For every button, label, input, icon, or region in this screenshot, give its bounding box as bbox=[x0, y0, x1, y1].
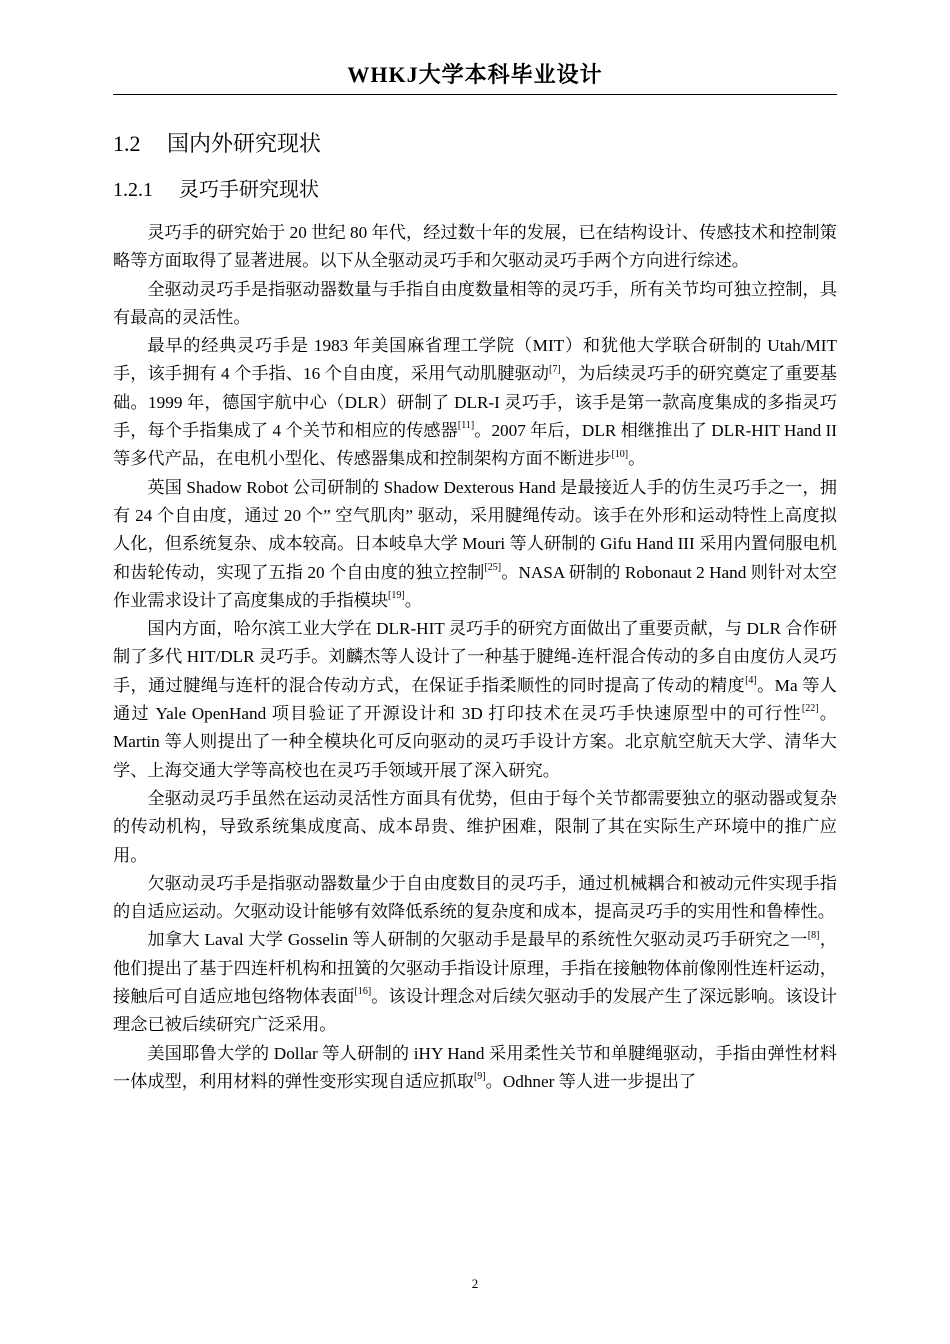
citation-ref: [16] bbox=[354, 986, 372, 998]
paragraph bbox=[113, 926, 837, 1039]
section-title: 国内外研究现状 bbox=[167, 131, 322, 156]
paragraph-text: 。 bbox=[404, 590, 422, 610]
citation-ref: [9] bbox=[473, 1071, 486, 1083]
section-heading bbox=[113, 129, 321, 159]
page-header: WHKJ大学本科毕业设计 bbox=[347, 62, 603, 87]
header-divider bbox=[113, 94, 837, 95]
citation-ref: [19] bbox=[388, 590, 405, 602]
paragraph-text: 。Ma 等人通过 Yale OpenHand 项目验证了开源设计和 3D 打印技术在灵巧手快速原型中的可行性 bbox=[113, 675, 837, 724]
paragraph bbox=[113, 785, 837, 870]
paragraph-text: 英国 Shadow Robot 公司研制的 Shadow Dexterous Hand 是最接近人手的仿生灵巧手之一，拥有 24 个自由度，通过 20 个” 空气肌肉” 驱动，采用腱绳传动。该手在外形和运动特性上高度拟人化，但系统复杂、成本较高。日本岐阜大学 Mouri 等人研制的 Gifu Hand III 采用内置伺服电机和齿轮传动，实现了五指 20 个自由度的独立控制 bbox=[113, 477, 837, 582]
paragraph-text: 灵巧手的研究始于 20 世纪 80 年代，经过数十年的发展，已在结构设计、传感技术和控制策略等方面取得了显著进展。以下从全驱动灵巧手和欠驱动灵巧手两个方向进行综述。 bbox=[113, 223, 837, 271]
subsection-heading bbox=[113, 175, 319, 205]
paragraph-text: ，他们提出了基于四连杆机构和扭簧的欠驱动手指设计原理，手指在接触物体前像刚性连杆运动，接触后可自适应地包络物体表面 bbox=[113, 930, 837, 1007]
subsection-title: 灵巧手研究现状 bbox=[179, 179, 319, 201]
citation-ref: [25] bbox=[484, 561, 502, 573]
citation-ref: [10] bbox=[611, 448, 629, 460]
citation-ref: [11] bbox=[457, 420, 475, 432]
citation-ref: [22] bbox=[801, 703, 819, 715]
paragraph bbox=[113, 474, 837, 615]
paragraph bbox=[113, 219, 837, 276]
paragraph bbox=[113, 1040, 837, 1097]
paragraph-text: 欠驱动灵巧手是指驱动器数量少于自由度数目的灵巧手，通过机械耦合和被动元件实现手指的自适应运动。欠驱动设计能够有效降低系统的复杂度和成本，提高灵巧手的实用性和鲁棒性。 bbox=[113, 873, 837, 922]
paragraph-text: 全驱动灵巧手虽然在运动灵活性方面具有优势，但由于每个关节都需要独立的驱动器或复杂的传动机构，导致系统集成度高、成本昂贵、维护困难，限制了其在实际生产环境中的推广应用。 bbox=[113, 788, 837, 865]
subsection-number: 1.2.1 bbox=[113, 179, 153, 201]
paragraph-text: 。Martin 等人则提出了一种全模块化可反向驱动的灵巧手设计方案。北京航空航天大学、清华大学、上海交通大学等高校也在灵巧手领域开展了深入研究。 bbox=[113, 704, 837, 780]
citation-ref: [8] bbox=[807, 929, 820, 941]
paragraph bbox=[113, 332, 837, 473]
paragraph-text: 国内方面，哈尔滨工业大学在 DLR-HIT 灵巧手的研究方面做出了重要贡献，与 DLR 合作研制了多代 HIT/DLR 灵巧手。刘麟杰等人设计了一种基于腱绳-连杆混合传动的多自由度仿人灵巧手，通过腱绳与连杆的混合传动方式，在保证手指柔顺性的同时提高了传动的精度 bbox=[113, 619, 837, 695]
paragraph-text: 加拿大 Laval 大学 Gosselin 等人研制的欠驱动手是最早的系统性欠驱动灵巧手研究之一 bbox=[147, 930, 808, 950]
paragraph-text: 最早的经典灵巧手是 1983 年美国麻省理工学院（MIT）和犹他大学联合研制的 Utah/MIT 手，该手拥有 4 个手指、16 个自由度，采用气动肌腱驱动 bbox=[113, 336, 837, 384]
paragraph-text: 。NASA 研制的 Robonaut 2 Hand 则针对太空作业需求设计了高度集成的手指模块 bbox=[113, 562, 837, 610]
paragraph-text: 。Odhner 等人进一步提出了 bbox=[485, 1071, 697, 1091]
paragraph-text: 全驱动灵巧手是指驱动器数量与手指自由度数量相等的灵巧手，所有关节均可独立控制，具有最高的灵活性。 bbox=[113, 279, 837, 327]
paragraph-text: ，为后续灵巧手的研究奠定了重要基础。1999 年，德国宇航中心（DLR）研制了 DLR-I 灵巧手，该手是第一款高度集成的多指灵巧手，每个手指集成了 4 个关节和相应的传感器 bbox=[113, 364, 837, 441]
section-number: 1.2 bbox=[113, 131, 141, 156]
paragraph bbox=[113, 870, 837, 927]
paragraph-text: 美国耶鲁大学的 Dollar 等人研制的 iHY Hand 采用柔性关节和单腱绳驱动，手指由弹性材料一体成型，利用材料的弹性变形实现自适应抓取 bbox=[113, 1043, 837, 1091]
paragraph-text: 。2007 年后，DLR 相继推出了 DLR-HIT Hand II 等多代产品，在电机小型化、传感器集成和控制架构方面不断进步 bbox=[113, 421, 837, 469]
body-text bbox=[113, 219, 837, 1096]
page-number: 2 bbox=[471, 1276, 479, 1291]
citation-ref: [7] bbox=[549, 363, 561, 375]
paragraph bbox=[113, 615, 837, 785]
citation-ref: [4] bbox=[745, 675, 757, 687]
paragraph-text: 。 bbox=[628, 449, 646, 469]
paragraph-text: 。该设计理念对后续欠驱动手的发展产生了深远影响。该设计理念已被后续研究广泛采用。 bbox=[113, 987, 837, 1035]
paragraph bbox=[113, 276, 837, 333]
